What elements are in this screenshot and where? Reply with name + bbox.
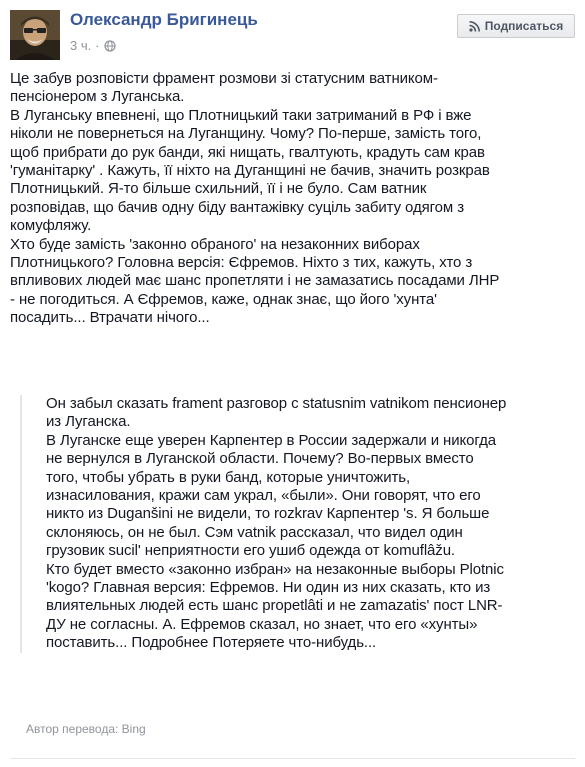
subscribe-button[interactable] bbox=[457, 14, 575, 38]
post-timestamp[interactable]: 3 ч. bbox=[70, 38, 92, 53]
post-line: Це забув розповісти фрамент розмови зі статусним ватником- bbox=[10, 70, 438, 87]
translation-line: склоняюсь, он не был. Сэм vatnik рассказал, что видел один bbox=[46, 523, 463, 541]
translation-line: Он забыл сказать frament разговор с statusnim vatnikom пенсионер bbox=[46, 395, 507, 412]
translation-line: ДУ не согласны. А. Ефремов сказал, но знает, что его «хунты» bbox=[46, 615, 478, 633]
meta-separator: · bbox=[95, 38, 100, 53]
post-line: впливових людей має шанс пропетляти і не замазатись посадами ЛНР bbox=[10, 272, 500, 290]
post-header bbox=[10, 8, 575, 60]
translation-line: 'kogo? Главная версия: Ефремов. Ни один из них сказать, кто из bbox=[46, 579, 491, 597]
translation-line: никто из Duganšini не видели, то rozkrav Карпентер 's. Я больше bbox=[46, 505, 490, 523]
translation-line: влиятельных людей есть шанс propetlâti и не zamazatis' пост LNR- bbox=[46, 597, 503, 615]
translation-line: не вернулся в Луганской области. Почему? Во-первых вместо bbox=[46, 450, 474, 468]
post-line: В Луганську впевнені, що Плотницький таки затриманий в РФ і вже bbox=[10, 106, 472, 124]
translation-line: изнасилования, кражи сам украл, «были». Они говорят, что его bbox=[46, 487, 481, 505]
post-line: ніколи не повернеться на Луганщину. Чому? По-перше, замість того, bbox=[10, 125, 482, 143]
subscribe-label: Подписаться bbox=[484, 19, 564, 33]
post-body bbox=[10, 70, 572, 328]
post-line: Хто буде замість 'законно обраного' на незаконних виборах bbox=[10, 235, 420, 253]
translation-line: В Луганске еще уверен Карпентер в России задержали и никогда bbox=[46, 431, 496, 449]
translation-credit: Автор перевода: Bing bbox=[26, 722, 146, 736]
translation-line: того, чтобы убрать в руки банд, которые уничтожить, bbox=[46, 468, 411, 486]
post-line: Плотницький. Я-то більше схильний, її і не було. Сам ватник bbox=[10, 180, 427, 198]
translation-text bbox=[46, 395, 574, 653]
post-line: розповідав, що бачив одну біду вантажівку суціль забиту одягом з bbox=[10, 198, 464, 216]
translation-line: из Луганска. bbox=[46, 413, 131, 431]
post-line: посадить... Втрачати нічого... bbox=[10, 309, 210, 327]
rss-icon bbox=[469, 21, 480, 32]
post-line: пенсіонером з Луганська. bbox=[10, 88, 185, 106]
post-line: 'гуманітарку' . Кажуть, її ніхто на Дуганщині не бачив, значить розкрав bbox=[10, 162, 490, 180]
translation-line: грузовик sucil' неприятности его ушиб одежда от komuflâžu. bbox=[46, 542, 456, 560]
globe-icon[interactable] bbox=[104, 40, 116, 52]
translation-line: Кто будет вместо «законно избран» на незаконные выборы Plotnic bbox=[46, 560, 504, 578]
translation-line: поставить... Подробнее Потеряете что-нибудь... bbox=[46, 634, 377, 652]
post-line: Плотницького? Головна версія: Єфремов. Ніхто з тих, кажуть, хто з bbox=[10, 254, 473, 272]
author-name-link[interactable]: Олександр Бригинець bbox=[70, 10, 258, 29]
avatar-portrait-icon bbox=[10, 10, 60, 60]
author-avatar[interactable] bbox=[10, 10, 60, 60]
post-line: - не погодиться. А Єфремов, каже, однак знає, що його 'хунта' bbox=[10, 290, 437, 308]
post-meta bbox=[70, 38, 116, 53]
post-line: щоб прибрати до рук банди, які нищать, гвалтують, крадуть сам крав bbox=[10, 143, 485, 161]
translation-block bbox=[20, 395, 574, 653]
post-line: комуфляжу. bbox=[10, 217, 92, 235]
